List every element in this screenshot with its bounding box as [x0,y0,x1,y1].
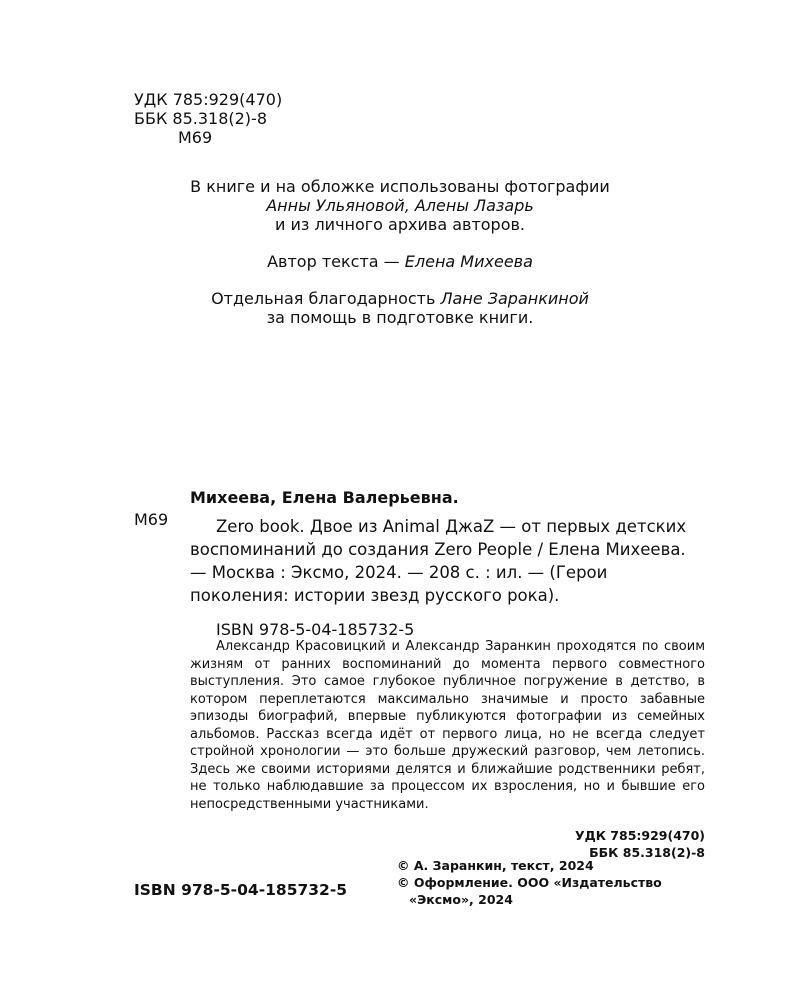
credits-author-label: Автор текста — [267,252,405,271]
card-description: Zero book. Двое из Animal ДжаZ — от первых детских воспоминаний до создания Zero People / Елена Михеева. — Москва : Эксмо, 2024. — 208 с. : ил. — (Герои поколения: истории звезд русского рока). [190,517,687,605]
credits-thanks-label: Отдельная благодарность [211,289,441,308]
bbk-code: ББК 85.318(2)-8 [134,109,267,128]
credits-thanks-name: Лане Заранкиной [440,289,589,308]
credits-photos-line: В книге и на обложке использованы фотографии [190,177,610,196]
footer-isbn: ISBN 978-5-04-185732-5 [134,881,348,899]
copyright-design-cont: «Эксмо», 2024 [409,892,513,907]
card-annotation: Александр Красовицкий и Александр Заранкин проходятся по своим жизням от ранних воспоминаний до момента первого совместного выступления. Это самое глубокое публичное погружение в детство, в котором переплетаются максимально значимые и просто забавные эпизоды биографий, впервые публикуются фотографии из семейных альбомов. Рассказ всегда идёт от первого лица, но не всегда следует стройной хронологии — это больше дружеский разговор, чем летопись. Здесь же своими историями делятся и ближайшие родственники ребят, не только наблюдавшие за процессом их взросления, но и бывшие его непосредственными участниками. [190,639,705,812]
copyright-design: © Оформление. ООО «Издательство [397,875,662,890]
credits-thanks-line [100,289,700,308]
credits-thanks-rest: за помощь в подготовке книги. [266,308,534,327]
credits-author-line [100,252,700,271]
card-isbn: ISBN 978-5-04-185732-5 [216,620,415,639]
card-bbk: ББК 85.318(2)-8 [589,845,705,860]
udk-code: УДК 785:929(470) [134,90,283,109]
card-codes [560,827,705,861]
card-author-heading: Михеева, Елена Валерьевна. [190,488,459,507]
credits-author-name: Елена Михеева [404,252,533,271]
card-author-mark: М69 [134,510,169,529]
credits-archive-line: и из личного архива авторов. [274,215,526,234]
author-mark: М69 [178,128,213,147]
copyright-block [397,857,662,908]
credits-photographers: Анны Ульяновой, Алены Лазарь [266,196,534,215]
credits-block [100,177,700,327]
classification-codes [134,90,282,147]
copyright-text: © А. Заранкин, текст, 2024 [397,858,594,873]
card-udk: УДК 785:929(470) [574,828,705,843]
